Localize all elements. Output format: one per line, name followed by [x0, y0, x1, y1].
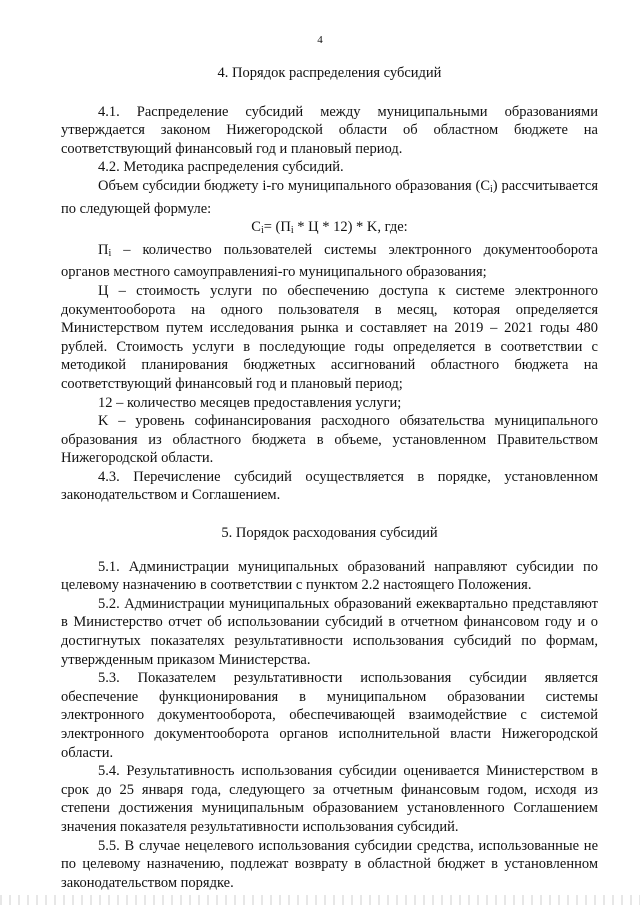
section-5-heading: 5. Порядок расходования субсидий — [221, 525, 438, 542]
paragraph-4-2: 4.2. Методика распределения субсидий. — [98, 159, 344, 176]
distribution-formula: $C_i= (П_i * Ц * 12) * K$, где: — [251, 219, 408, 237]
paragraph-5-2: 5.2. Администрации муниципальных образований ежеквартально представляют в Министерство отчет об использовании субсидий в отчетном финансовом году и о достигнутых показателях результативности использования субсидий по формам, утвержденным приказом Министерства. — [61, 595, 598, 668]
document-body — [61, 64, 598, 892]
paragraph-5-4: 5.4. Результативность использования субсидии оценивается Министерством в срок до 25 января года, следующего за отчетным финансовым годом, исходя из степени достижения муниципальным образованием установленного Соглашением значения показателя результативности использования субсидий. — [61, 763, 598, 835]
page-number: 4 — [317, 34, 323, 46]
scan-edge-artifact — [0, 895, 640, 905]
definition-cost: Ц – стоимость услуги по обеспечению доступа к системе электронного документооборота на одного пользователя в месяц, которая определяется Министерством путем исследования рынка и составляет на 2019 – 2021 годы 480 рублей. Стоимость услуги в последующие годы определяется в соответствии с методикой планирования бюджетных ассигнований областного бюджета на соответствующий финансовый год и плановый период; — [61, 282, 598, 392]
paragraph-5-1: 5.1. Администрации муниципальных образований направляют субсидии по целевому назначению в соответствии с пунктом 2.2 настоящего Положения. — [61, 558, 598, 594]
definition-cofinancing: K – уровень софинансирования расходного обязательства муниципального образования из областного бюджета в объеме, установленном Правительством Нижегородской области. — [61, 413, 598, 467]
definition-months: 12 – количество месяцев предоставления услуги; — [98, 394, 402, 411]
paragraph-4-2-volume: Объем субсидии бюджету i-го муниципального образования $(C_i)$ рассчитывается по следующей формуле: — [61, 177, 598, 217]
section-4-heading: 4. Порядок распределения субсидий — [217, 65, 442, 81]
paragraph-4-3: 4.3. Перечисление субсидий осуществляется в порядке, установленном законодательством и Соглашением. — [61, 468, 598, 504]
paragraph-5-3: 5.3. Показателем результативности использования субсидии является обеспечение функционирования в муниципальном образовании системы электронного документооборота, обеспечивающей взаимодействие с системой электронного документооборота органов исполнительной власти Нижегородской области. — [61, 670, 598, 761]
paragraph-5-5: 5.5. В случае нецелевого использования субсидии средства, использованные не по целевому назначению, подлежат возврату в областной бюджет в установленном законодательством порядке. — [61, 837, 598, 891]
definition-users: $П_i$ – количество пользователей системы электронного документооборота органов местного самоуправленияi-го муниципального образования; — [61, 241, 598, 281]
paragraph-4-1: 4.1. Распределение субсидий между муниципальными образованиями утверждается законом Нижегородской области об областном бюджете на соответствующий финансовый год и плановый период. — [61, 103, 598, 157]
